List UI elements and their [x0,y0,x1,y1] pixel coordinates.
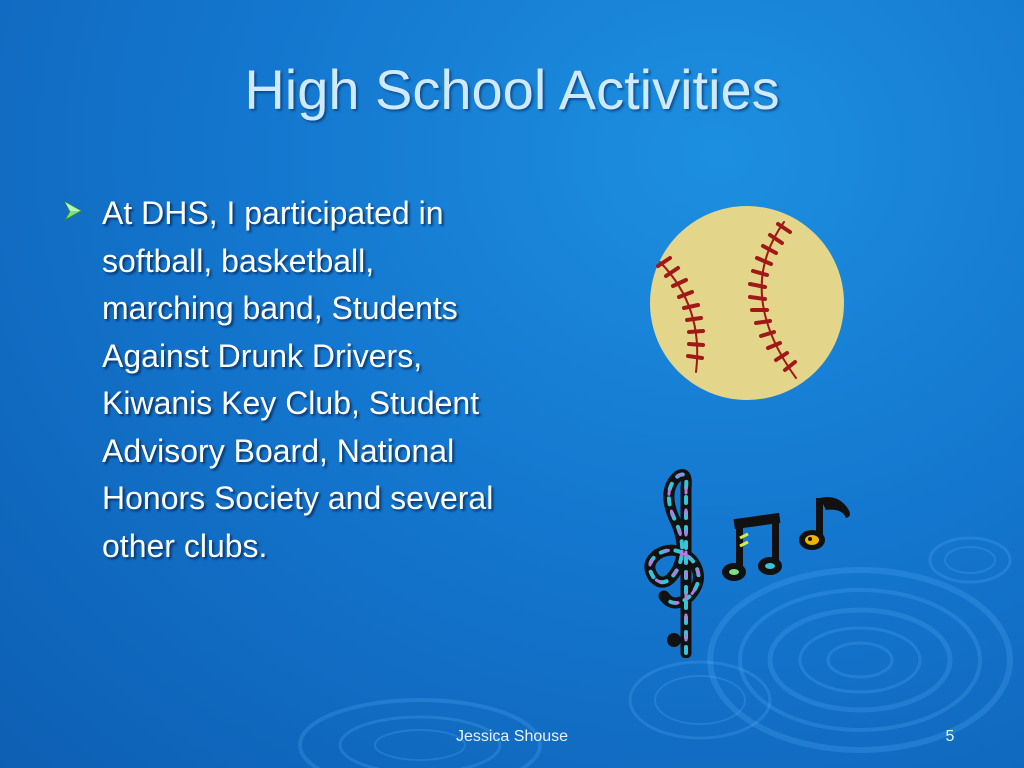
softball-icon [646,202,848,404]
arrow-bullet-icon [62,200,84,222]
slide-title: High School Activities [244,58,780,121]
bullet-text: At DHS, I participated in softball, basketball, marching band, Students Against Drunk Drivers, Kiwanis Key Club, Student Advisory Board, National Honors Society and several other clubs. [102,195,494,564]
footer-author: Jessica Shouse [455,728,569,745]
page-number: 5 [945,728,955,745]
music-notes-icon [640,468,860,658]
